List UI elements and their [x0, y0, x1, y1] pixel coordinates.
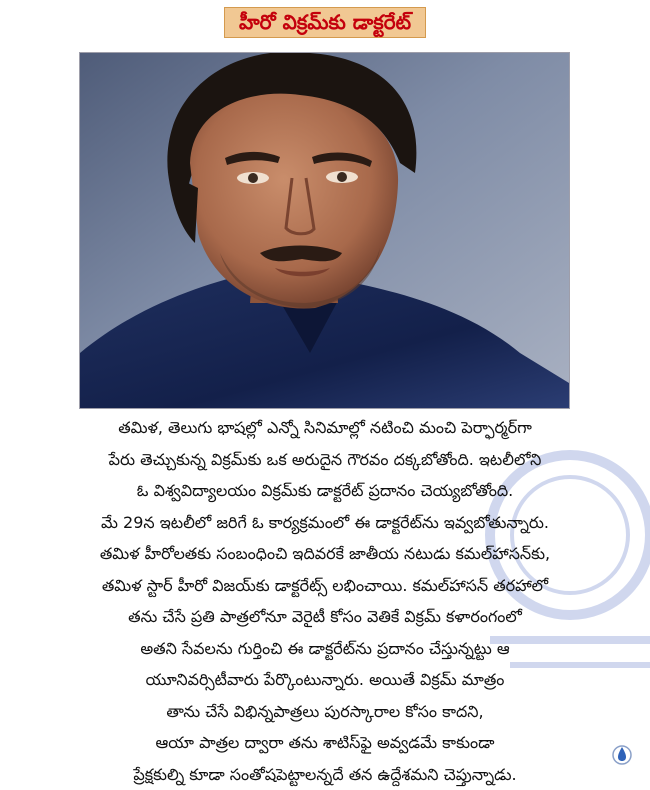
article-line: ఓ విశ్వవిద్యాలయం విక్రమ్‌కు డాక్టరేట్ ప్రదానం చెయ్యబోతోంది. [0, 475, 650, 507]
article-line: తాను చేసే విభిన్నపాత్రలు పురస్కారాల కోసం కాదని, [0, 696, 650, 728]
article-line: ఆయా పాత్రల ద్వారా తను శాటిస్‌ఫై అవ్వడమే కాకుండా [0, 727, 650, 759]
article-line: తమిళ హీరోలతకు సంబంధించి ఇదివరకే జాతీయ నటుడు కమల్‌హాసన్‌కు, [0, 538, 650, 570]
article-body [0, 412, 650, 790]
headline-bar [0, 4, 650, 38]
article-line: ప్రేక్షకుల్ని కూడా సంతోషపెట్టాలన్నదే తన ఉద్దేశమని చెప్తున్నాడు. [0, 759, 650, 790]
headline: హీరో విక్రమ్‌కు డాక్టరేట్ [224, 7, 426, 38]
actor-portrait-photo [79, 52, 570, 409]
article-line: యూనివర్సిటీవారు పేర్కొంటున్నారు. అయితే విక్రమ్ మాత్రం [0, 664, 650, 696]
article-line: అతని సేవలను గుర్తించి ఈ డాక్టరేట్‌ను ప్రదానం చేస్తున్నట్టు ఆ [0, 633, 650, 665]
article-line: మే 29న ఇటలీలో జరిగే ఓ కార్యక్రమంలో ఈ డాక్టరేట్‌ను ఇవ్వబోతున్నారు. [0, 507, 650, 539]
article-line: తను చేసే ప్రతి పాత్రలోనూ వెరైటీ కోసం వెతికే విక్రమ్ కళారంగంలో [0, 601, 650, 633]
article-line: తమిళ, తెలుగు భాషల్లో ఎన్నో సినిమాల్లో నటించి మంచి పెర్ఫార్మర్‌గా [0, 412, 650, 444]
article-line: పేరు తెచ్చుకున్న విక్రమ్‌కు ఒక అరుదైన గౌరవం దక్కబోతోంది. ఇటలీలోని [0, 444, 650, 476]
ink-drop-icon [612, 742, 632, 768]
article-line: తమిళ స్టార్ హీరో విజయ్‌కు డాక్టరేట్స్ లభించాయి. కమల్‌హాసన్ తరహాలో [0, 570, 650, 602]
portrait-drawing [80, 53, 569, 408]
